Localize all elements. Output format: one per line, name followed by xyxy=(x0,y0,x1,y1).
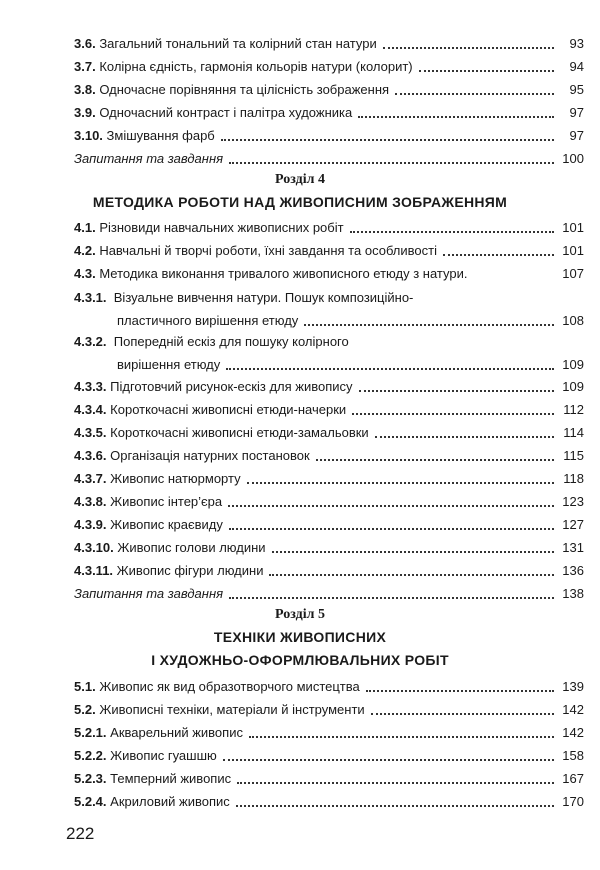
leader-dots xyxy=(350,231,554,233)
entry-number: 3.6. xyxy=(74,36,96,51)
toc-entry-3-6 xyxy=(74,36,584,52)
toc-entry-4-3-7 xyxy=(74,471,584,487)
entry-number: 4.3.9. xyxy=(74,517,107,532)
entry-page: 108 xyxy=(562,313,584,328)
entry-title-line2: вирішення етюду xyxy=(117,357,221,372)
toc-entry-4-3-1 xyxy=(74,290,584,329)
entry-page: 112 xyxy=(563,402,584,417)
entry-number: 4.3. xyxy=(74,266,96,281)
entry-page: 95 xyxy=(569,82,584,97)
toc-entry-4-3 xyxy=(74,266,584,282)
entry-title: Підготовчий рисунок-ескіз для живопису xyxy=(110,379,353,394)
entry-title: Акриловий живопис xyxy=(110,794,230,809)
entry-number: 4.3.1. xyxy=(74,290,107,305)
entry-number: 4.3.2. xyxy=(74,334,107,349)
toc-entry-4-3-8 xyxy=(74,494,584,510)
entry-number: 4.3.3. xyxy=(74,379,107,394)
entry-page: 107 xyxy=(562,266,584,281)
leader-dots xyxy=(229,528,554,530)
section-4-heading: МЕТОДИКА РОБОТИ НАД ЖИВОПИСНИМ ЗОБРАЖЕННЯМ xyxy=(92,194,508,210)
entry-title-line1: Візуальне вивчення натури. Пошук композиційно- xyxy=(113,290,414,305)
page-number: 222 xyxy=(66,824,95,843)
leader-dots xyxy=(269,574,554,576)
entry-page: 131 xyxy=(562,540,584,555)
toc-entry-3-10 xyxy=(74,128,584,144)
entry-number: 3.10. xyxy=(74,128,103,143)
entry-title: Темперний живопис xyxy=(110,771,232,786)
leader-dots xyxy=(229,162,554,164)
leader-dots xyxy=(223,759,554,761)
leader-dots xyxy=(383,47,554,49)
leader-dots xyxy=(247,482,554,484)
entry-title: Живопис гуашшю xyxy=(110,748,217,763)
toc-entry-5-2-3 xyxy=(74,771,584,787)
toc-entry-5-2-4 xyxy=(74,794,584,810)
entry-title: Акварельний живопис xyxy=(110,725,243,740)
leader-dots xyxy=(236,805,554,807)
entry-title: Організація натурних постановок xyxy=(110,448,310,463)
entry-title: Колірна єдність, гармонія кольорів натури (колорит) xyxy=(99,59,413,74)
entry-number: 4.3.6. xyxy=(74,448,107,463)
toc-entry-5-2-2 xyxy=(74,748,584,764)
entry-number: 4.3.4. xyxy=(74,402,107,417)
toc-entry-3-8 xyxy=(74,82,584,98)
toc-entry-5-2 xyxy=(74,702,584,718)
entry-title: Живописні техніки, матеріали й інструменти xyxy=(99,702,365,717)
toc-entry-4-3-2 xyxy=(74,334,584,373)
entry-title: Методика виконання тривалого живописного етюду з натури. xyxy=(99,266,468,281)
entry-number: 5.2.1. xyxy=(74,725,107,740)
entry-page: 93 xyxy=(569,36,584,51)
leader-dots xyxy=(226,368,554,370)
entry-page: 94 xyxy=(569,59,584,74)
toc-entry-4-2 xyxy=(74,243,584,259)
entry-title: Короткочасні живописні етюди-начерки xyxy=(110,402,347,417)
section-5-label: Розділ 5 xyxy=(275,607,325,622)
entry-title: Живопис голови людини xyxy=(117,540,266,555)
entry-title: Запитання та завдання xyxy=(74,151,224,166)
toc-entry-4-3-4 xyxy=(74,402,584,418)
entry-title: Загальний тональний та колірний стан натури xyxy=(99,36,377,51)
entry-page: 100 xyxy=(562,151,584,166)
entry-page: 170 xyxy=(562,794,584,809)
entry-page: 109 xyxy=(562,379,584,394)
entry-page: 97 xyxy=(569,128,584,143)
entry-title: Змішування фарб xyxy=(106,128,215,143)
leader-dots xyxy=(375,436,554,438)
entry-page: 114 xyxy=(563,425,584,440)
leader-dots xyxy=(443,254,554,256)
entry-number: 5.2.3. xyxy=(74,771,107,786)
toc-entry-3-7 xyxy=(74,59,584,75)
leader-dots xyxy=(352,413,554,415)
entry-number: 5.2.4. xyxy=(74,794,107,809)
entry-page: 97 xyxy=(569,105,584,120)
entry-title-line1: Попередній ескіз для пошуку колірного xyxy=(113,334,349,349)
entry-page: 167 xyxy=(562,771,584,786)
entry-page: 109 xyxy=(562,357,584,372)
entry-number: 3.7. xyxy=(74,59,96,74)
leader-dots xyxy=(272,551,554,553)
toc-entry-5-2-1 xyxy=(74,725,584,741)
toc-entry-4-3-3 xyxy=(74,379,584,395)
leader-dots xyxy=(358,116,554,118)
toc-entry-questions-4 xyxy=(74,586,584,602)
leader-dots xyxy=(237,782,554,784)
toc-entry-4-3-10 xyxy=(74,540,584,556)
entry-page: 101 xyxy=(562,243,584,258)
toc-entry-4-3-11 xyxy=(74,563,584,579)
entry-number: 5.1. xyxy=(74,679,96,694)
entry-number: 5.2.2. xyxy=(74,748,107,763)
entry-title-line2: пластичного вирішення етюду xyxy=(117,313,299,328)
entry-number: 5.2. xyxy=(74,702,96,717)
entry-number: 4.3.8. xyxy=(74,494,107,509)
leader-dots xyxy=(304,324,554,326)
entry-title: Навчальні й творчі роботи, їхні завдання та особливості xyxy=(99,243,437,258)
entry-title: Одночасне порівняння та цілісність зображення xyxy=(99,82,390,97)
toc-entry-4-3-9 xyxy=(74,517,584,533)
entry-title: Одночасний контраст і палітра художника xyxy=(99,105,353,120)
entry-title: Короткочасні живописні етюди-замальовки xyxy=(110,425,369,440)
leader-dots xyxy=(229,597,554,599)
entry-number: 4.3.7. xyxy=(74,471,107,486)
entry-title: Живопис як вид образотворчого мистецтва xyxy=(99,679,360,694)
leader-dots xyxy=(419,70,554,72)
entry-number: 3.9. xyxy=(74,105,96,120)
entry-number: 4.3.10. xyxy=(74,540,114,555)
entry-page: 127 xyxy=(562,517,584,532)
entry-page: 118 xyxy=(563,471,584,486)
entry-title: Живопис фігури людини xyxy=(116,563,264,578)
toc-entry-4-1 xyxy=(74,220,584,236)
entry-page: 101 xyxy=(562,220,584,235)
leader-dots xyxy=(395,93,554,95)
entry-page: 136 xyxy=(562,563,584,578)
entry-title: Живопис інтер’єра xyxy=(110,494,223,509)
entry-number: 4.1. xyxy=(74,220,96,235)
toc-entry-4-3-6 xyxy=(74,448,584,464)
entry-title: Запитання та завдання xyxy=(74,586,224,601)
leader-dots xyxy=(316,459,554,461)
entry-number: 4.3.5. xyxy=(74,425,107,440)
section-5-heading-line1: ТЕХНІКИ ЖИВОПИСНИХ xyxy=(213,629,387,645)
toc-entry-5-1 xyxy=(74,679,584,695)
entry-page: 142 xyxy=(562,725,584,740)
entry-number: 4.2. xyxy=(74,243,96,258)
entry-page: 115 xyxy=(563,448,584,463)
entry-title: Різновиди навчальних живописних робіт xyxy=(99,220,344,235)
leader-dots xyxy=(366,690,554,692)
entry-page: 139 xyxy=(562,679,584,694)
entry-page: 158 xyxy=(562,748,584,763)
entry-number: 4.3.11. xyxy=(74,563,114,578)
leader-dots xyxy=(473,277,554,279)
toc-entry-4-3-5 xyxy=(74,425,584,441)
leader-dots xyxy=(371,713,554,715)
toc-entry-3-9 xyxy=(74,105,584,121)
section-4-label: Розділ 4 xyxy=(275,172,325,187)
leader-dots xyxy=(228,505,554,507)
leader-dots xyxy=(249,736,554,738)
entry-page: 138 xyxy=(562,586,584,601)
leader-dots xyxy=(359,390,554,392)
entry-title: Живопис краєвиду xyxy=(110,517,223,532)
section-5-heading-line2: І ХУДОЖНЬО-ОФОРМЛЮВАЛЬНИХ РОБІТ xyxy=(151,652,449,668)
entry-page: 123 xyxy=(562,494,584,509)
toc-entry-questions-3 xyxy=(74,151,584,167)
entry-page: 142 xyxy=(562,702,584,717)
entry-title: Живопис натюрморту xyxy=(110,471,241,486)
leader-dots xyxy=(221,139,554,141)
entry-number: 3.8. xyxy=(74,82,96,97)
